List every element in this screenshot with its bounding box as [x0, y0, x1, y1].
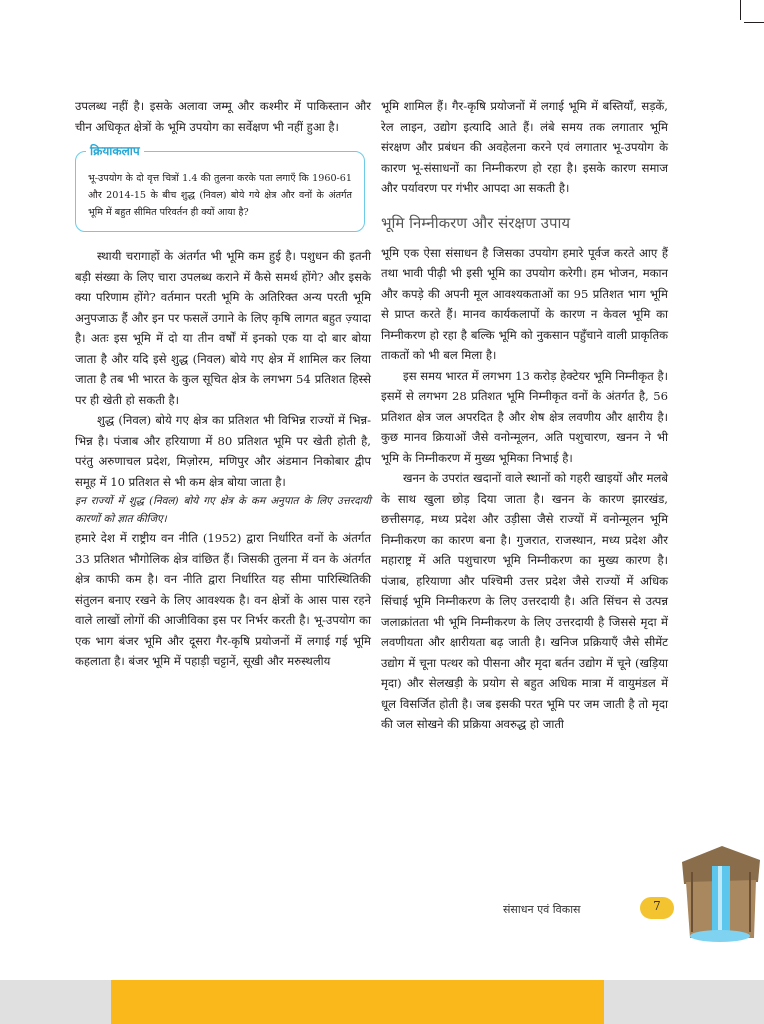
crop-mark-top-right-horizontal: [744, 22, 764, 23]
activity-box: [75, 144, 365, 232]
waterfall-illustration: [672, 842, 764, 942]
body-paragraph: इस समय भारत में लगभग 13 करोड़ हेक्टेयर भूमि निम्नीकृत है। इसमें से लगभग 28 प्रतिशत भूमि निम्नीकृत वनों के अंतर्गत है, 56 प्रतिशत क्षेत्र जल अपरदित है और शेष क्षेत्र लवणीय और क्षारीय है। कुछ मानव क्रियाओं जैसे वनोन्मूलन, अति पशुचारण, खनन ने भी भूमि के निम्नीकरण में मुख्य भूमिका निभाई है।: [381, 368, 668, 465]
activity-text: भू-उपयोग के दो वृत्त चित्रों 1.4 की तुलना करके पता लगाएँ कि 1960-61 और 2014-15 के बीच शुद्ध (निवल) बोये गये क्षेत्र और वनों के अंतर्गत भूमि में बहुत सीमित परिवर्तन ही क्यों आया है?: [88, 173, 352, 218]
page-number: 7: [653, 899, 661, 913]
crop-mark-top-right-vertical: [740, 0, 741, 20]
body-paragraph: हमारे देश में राष्ट्रीय वन नीति (1952) द्वारा निर्धारित वनों के अंतर्गत 33 प्रतिशत भौगोलिक क्षेत्र वांछित हैं। जिसकी तुलना में वन के अंतर्गत क्षेत्र काफी कम है। वन नीति द्वारा निर्धारित यह सीमा पारिस्थितिकी संतुलन बनाए रखने के लिए आवश्यक है। वन क्षेत्रों के आस पास रहने वाले लाखों लोगों की आजीविका इस पर निर्भर करती है। भू-उपयोग का एक भाग बंजर भूमि और दूसरा गैर-कृषि प्रयोजनों में लगाई गई भूमि कहलाता है। बंजर भूमि में पहाड़ी चट्टानें, सूखी और मरुस्थलीय: [75, 531, 371, 668]
body-paragraph: भूमि शामिल हैं। गैर-कृषि प्रयोजनों में लगाई भूमि में बस्तियाँ, सड़कें, रेल लाइन, उद्योग इत्यादि आते हैं। लंबे समय तक लगातार भूमि संरक्षण और प्रबंधन की अवहेलना करने एवं लगातार भू-उपयोग के कारण भू-संसाधनों का निम्नीकरण हो रहा है। इसके कारण समाज और पर्यावरण पर गंभीर आपदा आ सकती है।: [381, 99, 668, 195]
body-paragraph: भूमि एक ऐसा संसाधन है जिसका उपयोग हमारे पूर्वज करते आए हैं तथा भावी पीढ़ी भी इसी भूमि का उपयोग करेगी। हम भोजन, मकान और कपड़े की अपनी मूल आवश्यकताओं का 95 प्रतिशत भाग भूमि से प्राप्त करते हैं। मानव कार्यकलापों के कारण न केवल भूमि का निम्नीकरण हो रहा है बल्कि भूमि को नुकसान पहुँचाने वाली प्राकृतिक ताकतों को भी बल मिला है।: [381, 245, 668, 362]
body-paragraph: शुद्ध (निवल) बोये गए क्षेत्र का प्रतिशत भी विभिन्न राज्यों में भिन्न-भिन्न है। पंजाब और हरियाणा में 80 प्रतिशत भूमि पर खेती होती है, परंतु अरुणाचल प्रदेश, मिज़ोरम, मणिपुर और अंडमान निकोबार द्वीप समूह में 10 प्रतिशत से भी कम क्षेत्र बोया जाता है।: [75, 413, 371, 489]
bottom-band-yellow: [111, 980, 604, 1024]
page-number-badge: [640, 897, 674, 919]
activity-title: क्रियाकलाप: [86, 142, 144, 160]
body-paragraph: उपलब्ध नहीं है। इसके अलावा जम्मू और कश्मीर में पाकिस्तान और चीन अधिकृत क्षेत्रों के भूमि उपयोग का सर्वेक्षण भी नहीं हुआ है।: [75, 99, 371, 134]
body-paragraph: स्थायी चरागाहों के अंतर्गत भी भूमि कम हुई है। पशुधन की इतनी बड़ी संख्या के लिए चारा उपलब्ध कराने में कैसे समर्थ होंगे? और इसके क्या परिणाम होंगे? वर्तमान परती भूमि के अतिरिक्त अन्य परती भूमि अनुपजाऊ हैं और इन पर फसलें उगाने के लिए कृषि लागत बहुत ज़्यादा है। अतः इस भूमि में दो या तीन वर्षों में इनको एक या दो बार बोया जाता है और यदि इसे शुद्ध (निवल) बोये गए क्षेत्र में शामिल कर लिया जाता है तब भी भारत के कुल सूचित क्षेत्र के लगभग 54 प्रतिशत हिस्से पर ही खेती हो सकती है।: [75, 249, 371, 407]
book-title-footer: संसाधन एवं विकास: [503, 903, 581, 916]
right-column: [381, 96, 668, 735]
section-heading: भूमि निम्नीकरण और संरक्षण उपाय: [381, 213, 571, 232]
body-paragraph: खनन के उपरांत खदानों वाले स्थानों को गहरी खाइयों और मलबे के साथ खुला छोड़ दिया जाता है। खनन के कारण झारखंड, छत्तीसगढ़, मध्य प्रदेश और उड़ीसा जैसे राज्यों में वनोन्मूलन भूमि निम्नीकरण का कारण बना है। गुजरात, राजस्थान, मध्य प्रदेश और महाराष्ट्र में अति पशुचारण भूमि निम्नीकरण का मुख्य कारण है। पंजाब, हरियाणा और पश्चिमी उत्तर प्रदेश जैसे राज्यों में अधिक सिंचाई भूमि निम्नीकरण के लिए उत्तरदायी है। अति सिंचन से उत्पन्न जलाक्रांतता भी भूमि निम्नीकरण के लिए उत्तरदायी है जिससे मृदा में लवणीयता और क्षारीयता बढ़ जाती है। खनिज प्रक्रियाएँ जैसे सीमेंट उद्योग में चूना पत्थर को पीसना और मृदा बर्तन उद्योग में चूने (खड़िया मृदा) और सेलखड़ी के प्रयोग से बहुत अधिक मात्रा में वायुमंडल में धूल विसर्जित होती है। जब इसकी परत भूमि पर जम जाती है तो मृदा की जल सोखने की प्रक्रिया अवरुद्ध हो जाती: [381, 471, 668, 731]
question-text: इन राज्यों में शुद्ध (निवल) बोये गए क्षेत्र के कम अनुपात के लिए उत्तरदायी कारणों को ज्ञात कीजिए।: [75, 495, 371, 525]
left-column: [75, 96, 371, 672]
